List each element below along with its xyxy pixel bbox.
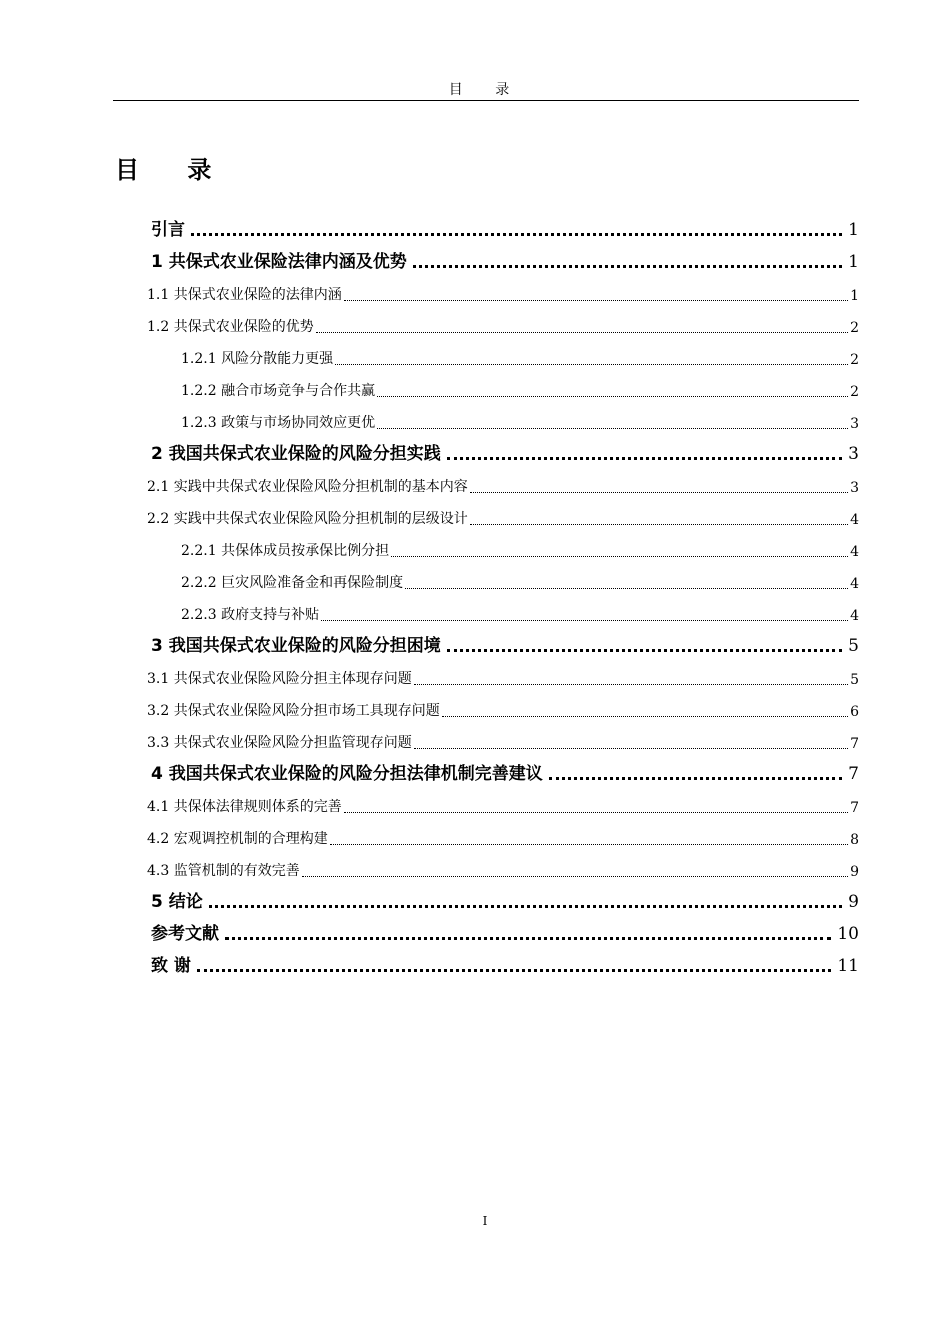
toc-entry-page: 1 (848, 252, 859, 272)
toc-entry-title: 2 我国共保式农业保险的风险分担实践 (151, 444, 441, 464)
toc-leader-dots (447, 457, 842, 460)
toc-entry-page: 2 (850, 384, 859, 400)
toc-entry-page: 4 (850, 512, 859, 528)
toc-entry-title: 3 我国共保式农业保险的风险分担困境 (151, 636, 441, 656)
toc-entry-page: 5 (848, 636, 859, 656)
toc-entry-page: 1 (848, 220, 859, 240)
toc-leader-dots (405, 588, 848, 589)
toc-leader-dots (549, 777, 842, 780)
toc-entry-title: 4.1 共保体法律规则体系的完善 (147, 799, 342, 815)
toc-entry[interactable] (147, 274, 859, 306)
toc-entry-title: 2.2.2 巨灾风险准备金和再保险制度 (181, 575, 404, 591)
toc-entry[interactable] (147, 498, 859, 530)
toc-entry-page: 4 (850, 608, 859, 624)
toc-entry[interactable] (181, 530, 859, 562)
toc-leader-dots (316, 332, 848, 333)
toc-entry-page: 10 (837, 924, 859, 944)
toc-leader-dots (470, 492, 848, 493)
toc-entry-title: 致 谢 (151, 956, 191, 976)
toc-entry[interactable] (147, 850, 859, 882)
toc-entry-page: 3 (850, 480, 859, 496)
toc-entry-title: 1.2.3 政策与市场协同效应更优 (181, 415, 376, 431)
toc-entry[interactable] (181, 594, 859, 626)
toc-entry[interactable] (151, 626, 859, 658)
toc-entry-page: 3 (848, 444, 859, 464)
toc-leader-dots (344, 300, 848, 301)
toc-leader-dots (209, 905, 842, 908)
toc-leader-dots (191, 233, 842, 236)
toc-entry-page: 8 (850, 832, 859, 848)
toc-leader-dots (377, 428, 848, 429)
toc-entry-page: 3 (850, 416, 859, 432)
toc-entry-page: 11 (837, 956, 859, 976)
toc-leader-dots (321, 620, 848, 621)
toc-entry[interactable] (151, 210, 859, 242)
toc-entry[interactable] (151, 882, 859, 914)
toc-leader-dots (225, 937, 831, 940)
toc-entry-page: 5 (850, 672, 859, 688)
table-of-contents (0, 210, 950, 978)
toc-entry-page: 9 (850, 864, 859, 880)
toc-entry-title: 1.1 共保式农业保险的法律内涵 (147, 287, 342, 303)
toc-entry-title: 1 共保式农业保险法律内涵及优势 (151, 252, 407, 272)
toc-leader-dots (447, 649, 842, 652)
toc-entry[interactable] (147, 466, 859, 498)
toc-entry[interactable] (181, 562, 859, 594)
toc-entry[interactable] (147, 722, 859, 754)
toc-leader-dots (197, 969, 831, 972)
toc-entry[interactable] (147, 658, 859, 690)
toc-leader-dots (377, 396, 848, 397)
toc-entry-page: 9 (848, 892, 859, 912)
toc-entry-title: 4 我国共保式农业保险的风险分担法律机制完善建议 (151, 764, 543, 784)
toc-entry-title: 3.3 共保式农业保险风险分担监管现存问题 (147, 735, 412, 751)
page-title: 目 录 (115, 156, 232, 184)
toc-entry[interactable] (151, 754, 859, 786)
toc-entry[interactable] (181, 402, 859, 434)
toc-entry-title: 引言 (151, 220, 185, 240)
toc-entry-page: 4 (850, 576, 859, 592)
toc-entry-page: 6 (850, 704, 859, 720)
toc-entry-page: 7 (850, 800, 859, 816)
toc-entry-title: 1.2 共保式农业保险的优势 (147, 319, 314, 335)
header-rule (113, 100, 859, 101)
toc-entry[interactable] (147, 690, 859, 722)
toc-entry[interactable] (181, 370, 859, 402)
toc-entry-title: 4.2 宏观调控机制的合理构建 (147, 831, 328, 847)
toc-entry-page: 4 (850, 544, 859, 560)
toc-entry-page: 7 (848, 764, 859, 784)
toc-entry-page: 1 (850, 288, 859, 304)
toc-leader-dots (391, 556, 848, 557)
toc-entry-title: 1.2.2 融合市场竞争与合作共赢 (181, 383, 376, 399)
toc-entry[interactable] (151, 946, 859, 978)
toc-entry[interactable] (147, 786, 859, 818)
toc-entry-title: 1.2.1 风险分散能力更强 (181, 351, 334, 367)
toc-leader-dots (470, 524, 848, 525)
toc-entry[interactable] (151, 242, 859, 274)
toc-entry-title: 2.2.3 政府支持与补贴 (181, 607, 320, 623)
footer-page-number: I (482, 1214, 488, 1228)
toc-entry-page: 2 (850, 352, 859, 368)
toc-leader-dots (344, 812, 848, 813)
toc-entry[interactable] (151, 434, 859, 466)
toc-leader-dots (442, 716, 848, 717)
toc-entry-page: 7 (850, 736, 859, 752)
toc-entry-title: 2.1 实践中共保式农业保险风险分担机制的基本内容 (147, 479, 468, 495)
toc-leader-dots (330, 844, 848, 845)
toc-entry-title: 3.1 共保式农业保险风险分担主体现存问题 (147, 671, 412, 687)
running-header: 目 录 (448, 82, 524, 98)
toc-entry[interactable] (147, 818, 859, 850)
toc-entry-title: 3.2 共保式农业保险风险分担市场工具现存问题 (147, 703, 440, 719)
toc-leader-dots (414, 748, 848, 749)
toc-entry-title: 5 结论 (151, 892, 203, 912)
toc-leader-dots (413, 265, 842, 268)
toc-leader-dots (302, 876, 848, 877)
toc-entry[interactable] (147, 306, 859, 338)
toc-entry-page: 2 (850, 320, 859, 336)
toc-leader-dots (414, 684, 848, 685)
toc-entry-title: 2.2 实践中共保式农业保险风险分担机制的层级设计 (147, 511, 468, 527)
toc-leader-dots (335, 364, 848, 365)
toc-entry[interactable] (181, 338, 859, 370)
toc-entry-title: 参考文献 (151, 924, 219, 944)
toc-entry-title: 4.3 监管机制的有效完善 (147, 863, 300, 879)
toc-entry[interactable] (151, 914, 859, 946)
toc-entry-title: 2.2.1 共保体成员按承保比例分担 (181, 543, 390, 559)
